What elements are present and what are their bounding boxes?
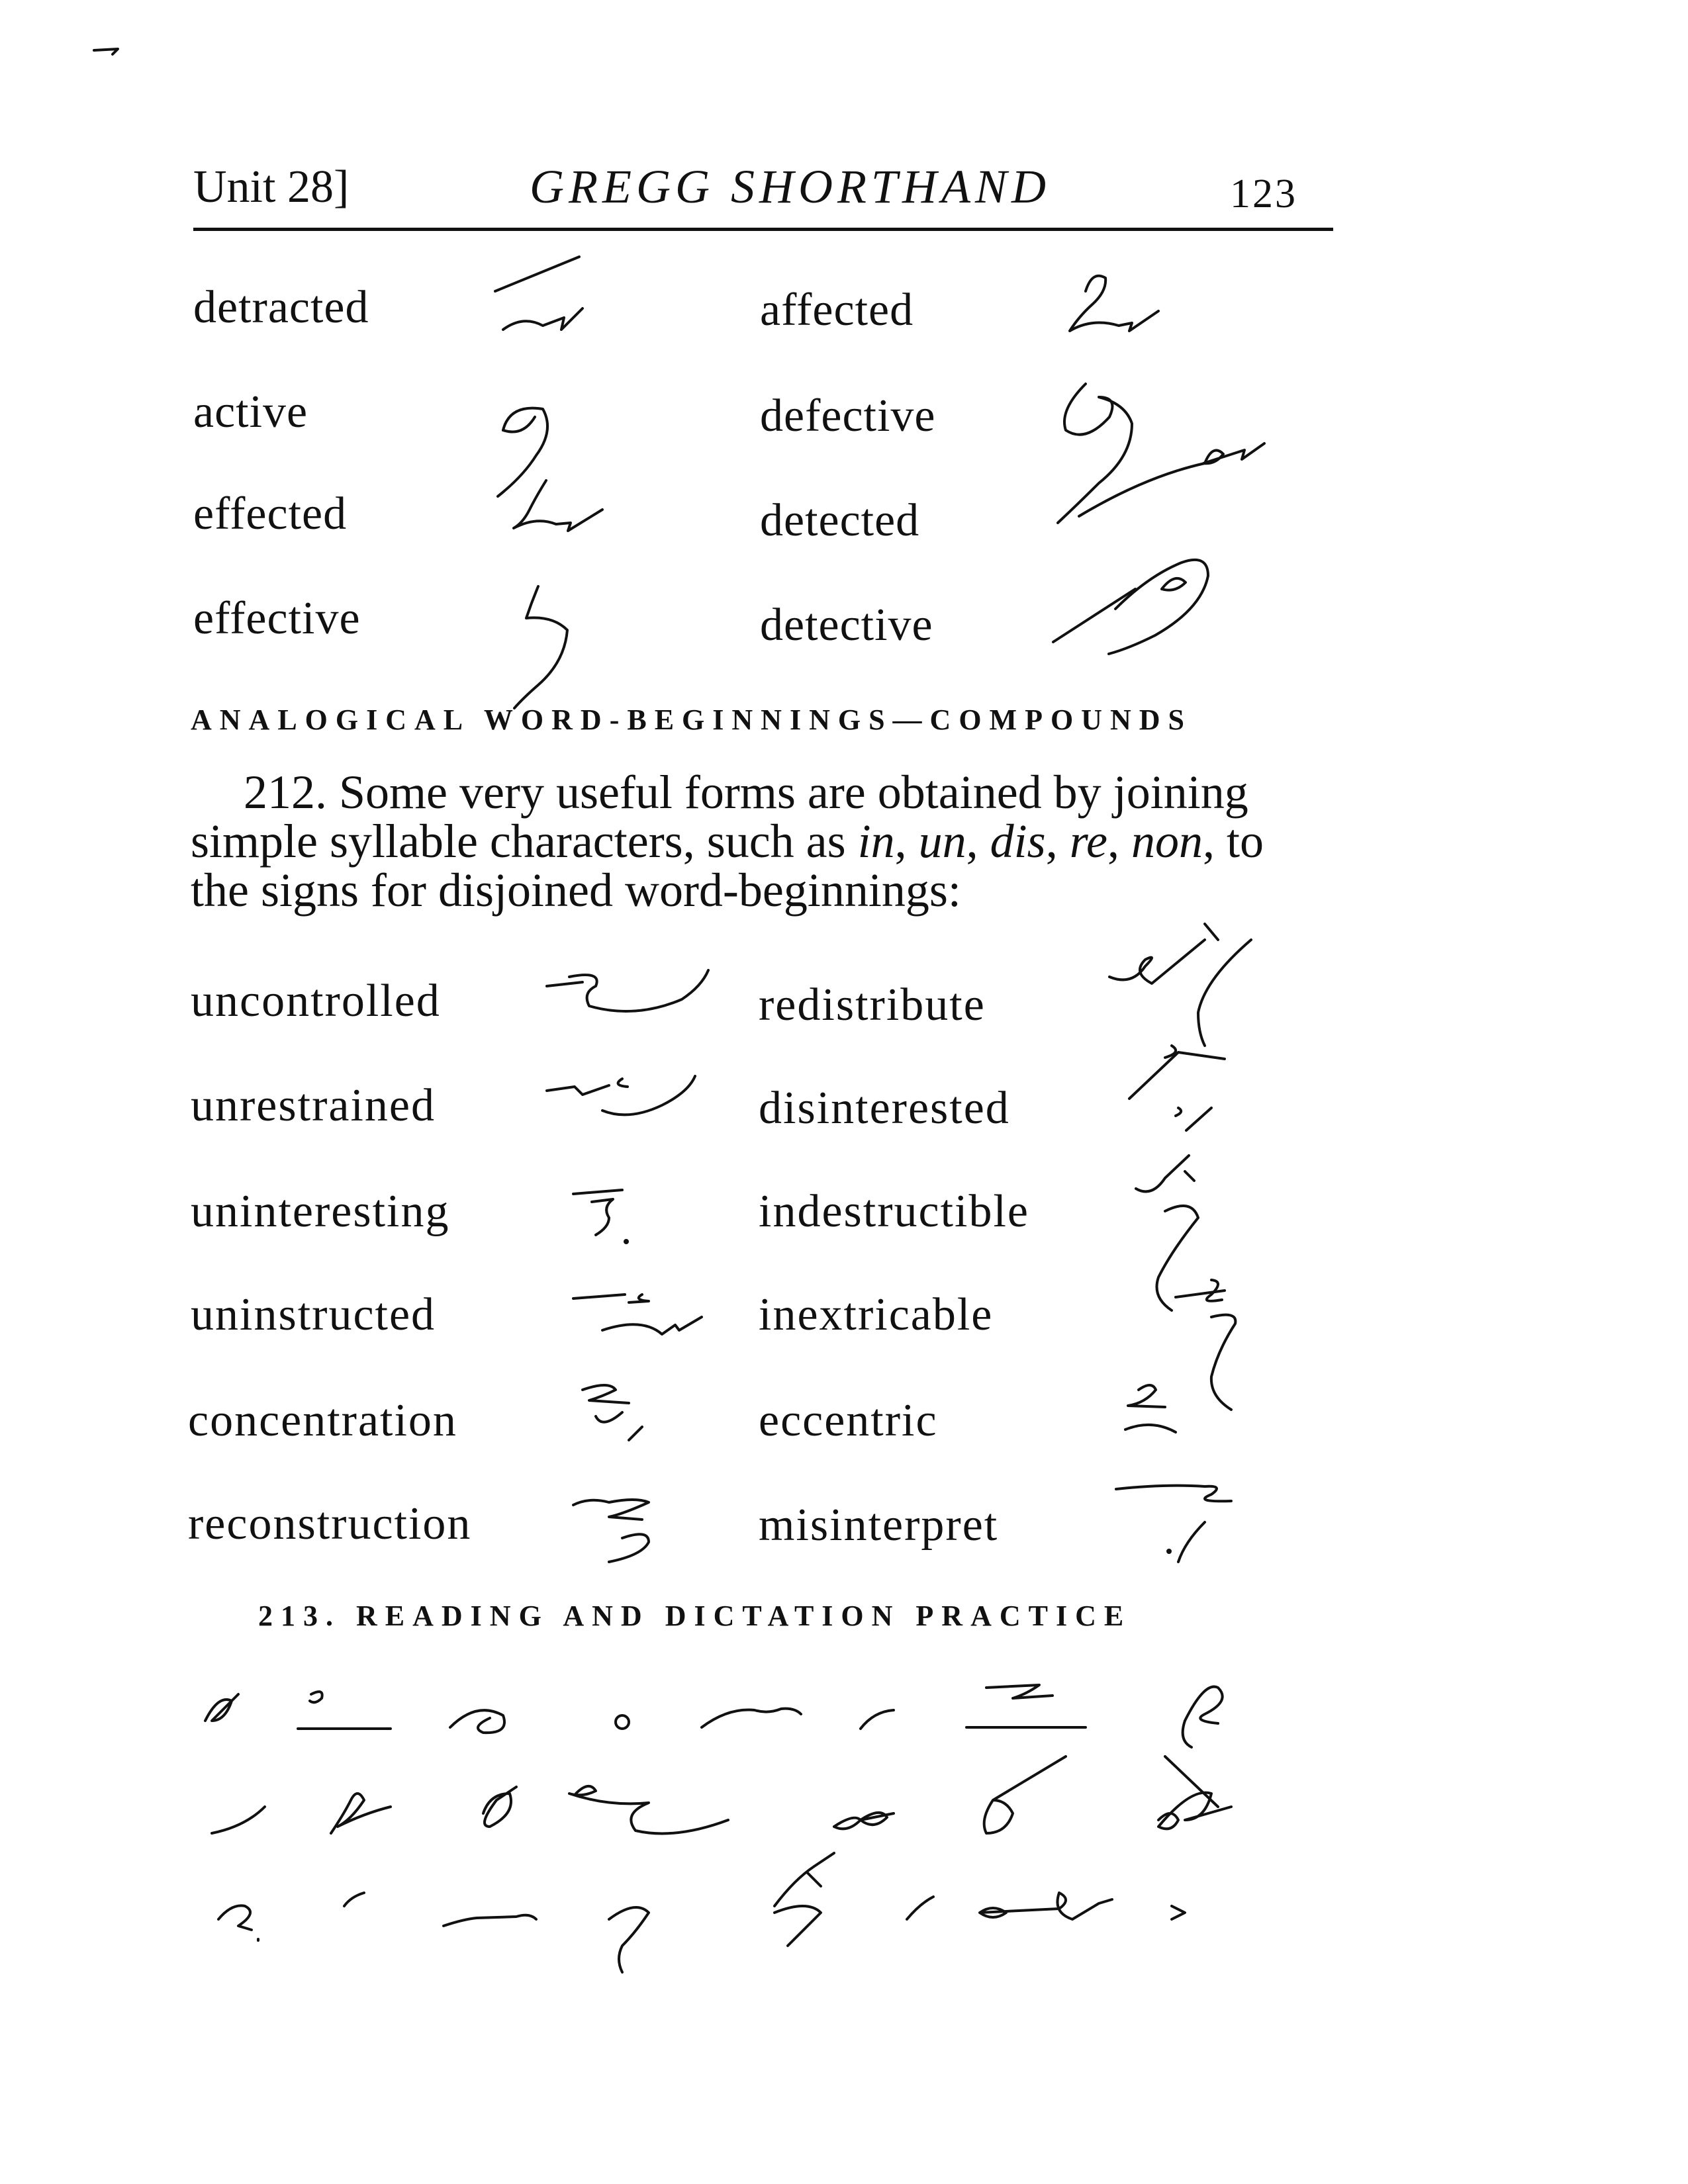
- word-defective: defective: [760, 390, 936, 441]
- word-eccentric: eccentric: [759, 1395, 938, 1446]
- word-detracted: detracted: [193, 282, 369, 333]
- unit-label: Unit 28]: [193, 161, 350, 212]
- shorthand-uninteresting-icon: [569, 1181, 642, 1253]
- word-indestructible: indestructible: [759, 1186, 1030, 1237]
- word-concentration: concentration: [188, 1395, 457, 1446]
- paragraph-line-2a: simple syllable characters, such as: [191, 815, 846, 868]
- shorthand-unrestrained-icon: [543, 1072, 708, 1132]
- shorthand-reconstruction-icon: [569, 1482, 675, 1569]
- word-uncontrolled: uncontrolled: [191, 976, 441, 1026]
- word-detective: detective: [760, 600, 933, 651]
- example-in: in: [857, 815, 895, 868]
- word-active: active: [193, 387, 308, 437]
- shorthand-effected-icon: [510, 477, 609, 536]
- word-inextricable: inextricable: [759, 1289, 994, 1340]
- paragraph-line-1: Some very useful forms are obtained by joining: [339, 766, 1248, 819]
- header-rule: [193, 228, 1333, 231]
- word-affected: affected: [760, 285, 914, 336]
- shorthand-detective-icon: [1049, 549, 1221, 668]
- shorthand-affected-icon: [1066, 265, 1165, 338]
- paragraph-212: 212. Some very useful forms are obtained by joining simple syllable characters, such as in, un, dis, re, non, to the signs for disjoined word-beginnings:: [191, 766, 1264, 917]
- word-uninteresting: uninteresting: [191, 1186, 450, 1237]
- corner-mark: [93, 48, 120, 57]
- shorthand-misinterpret-icon: [1112, 1469, 1244, 1569]
- word-detected: detected: [760, 495, 920, 546]
- example-un: un: [918, 815, 966, 868]
- example-dis: dis: [990, 815, 1046, 868]
- practice-heading: 213. READING AND DICTATION PRACTICE: [258, 1600, 1132, 1632]
- shorthand-concentration-icon: [576, 1377, 662, 1469]
- page-number: 123: [1230, 171, 1297, 216]
- word-reconstruction: reconstruction: [188, 1498, 472, 1549]
- word-unrestrained: unrestrained: [191, 1080, 436, 1131]
- example-non: non: [1131, 815, 1203, 868]
- word-effected: effected: [193, 488, 348, 539]
- practice-line-3-icon: [199, 1840, 1271, 1985]
- shorthand-uncontrolled-icon: [543, 966, 722, 1026]
- shorthand-detracted-icon: [490, 251, 589, 338]
- shorthand-defective-icon: [1046, 371, 1271, 556]
- word-redistribute: redistribute: [759, 979, 986, 1030]
- word-effective: effective: [193, 593, 361, 644]
- section-heading: ANALOGICAL WORD-BEGINNINGS—COMPOUNDS: [191, 704, 1192, 736]
- running-title: GREGG SHORTHAND: [530, 160, 1051, 213]
- paragraph-number: 212.: [244, 766, 327, 819]
- example-re: re: [1069, 815, 1108, 868]
- paragraph-line-2b: to: [1227, 815, 1264, 868]
- word-uninstructed: uninstructed: [191, 1289, 436, 1340]
- shorthand-effective-icon: [506, 582, 586, 715]
- shorthand-disinterested-icon: [1125, 1039, 1238, 1152]
- word-disinterested: disinterested: [759, 1083, 1010, 1134]
- word-misinterpret: misinterpret: [759, 1500, 999, 1551]
- paragraph-line-3: the signs for disjoined word-beginnings:: [191, 864, 961, 917]
- shorthand-eccentric-icon: [1112, 1377, 1198, 1443]
- shorthand-uninstructed-icon: [569, 1284, 715, 1343]
